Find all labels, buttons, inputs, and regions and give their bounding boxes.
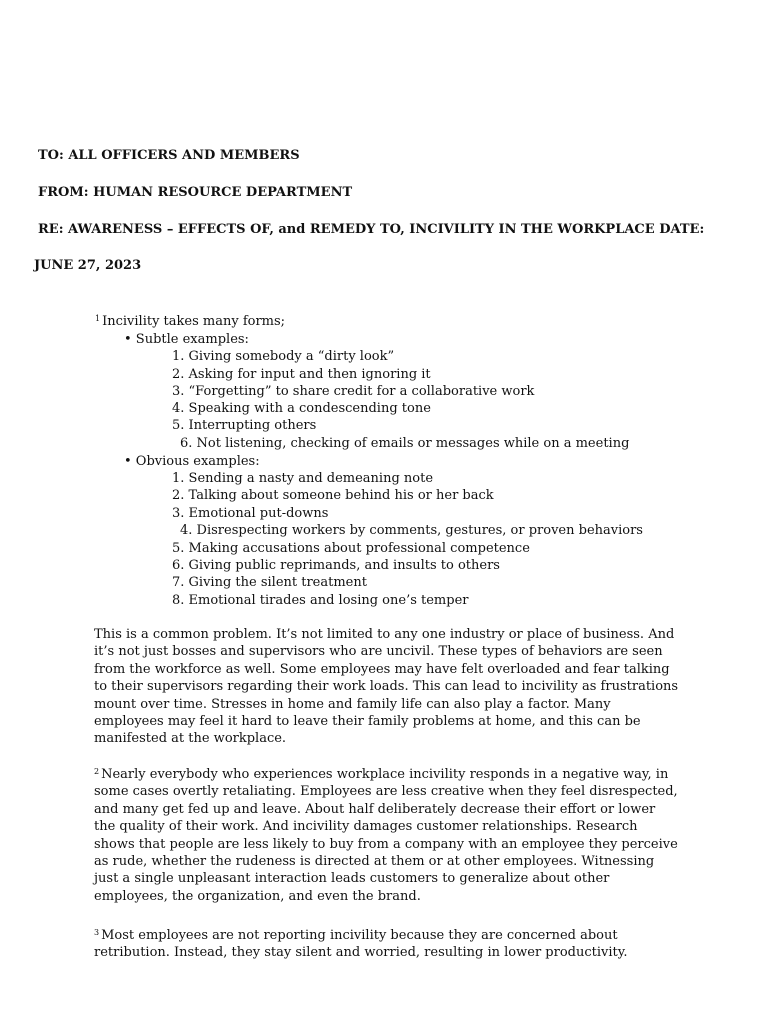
- paragraph-1: [94, 626, 680, 748]
- paragraph-1-text: This is a common problem. It’s not limited to any one industry or place of business. And it’s not just bosses and supervisors who are uncivil. These types of behaviors are seen from the workforce as well. Some employees may have felt overloaded and fear talking to their supervisors regarding their work loads. This can lead to incivility as frustrations mount over time. Stresses in home and family life can also play a factor. Many employees may feel it hard to leave their family problems at home, and this can be manifested at the workplace.: [94, 627, 679, 747]
- paragraph-3-text: Most employees are not reporting incivility because they are concerned about retribution. Instead, they stay silent and worried, resulting in lower productivity.: [94, 928, 628, 961]
- obvious-item-5: 5. Making accusations about professional competence: [172, 541, 530, 556]
- memo-to: TO: ALL OFFICERS AND MEMBERS: [38, 148, 300, 163]
- subtle-item-5: 5. Interrupting others: [172, 418, 317, 433]
- obvious-item-8: 8. Emotional tirades and losing one’s temper: [172, 593, 469, 608]
- subtle-item-1: 1. Giving somebody a “dirty look”: [172, 349, 395, 364]
- paragraph-2: [94, 766, 680, 905]
- subtle-item-3: 3. “Forgetting” to share credit for a collaborative work: [172, 384, 535, 399]
- obvious-item-7: 7. Giving the silent treatment: [172, 575, 367, 590]
- footnote-mark-1: 1: [95, 314, 101, 323]
- memo-from: FROM: HUMAN RESOURCE DEPARTMENT: [38, 185, 353, 200]
- obvious-item-2: 2. Talking about someone behind his or her back: [172, 488, 494, 503]
- paragraph-3: [94, 927, 680, 962]
- intro-line: [95, 313, 285, 330]
- memo-date: JUNE 27, 2023: [34, 258, 142, 273]
- subtle-item-4: 4. Speaking with a condescending tone: [172, 401, 431, 416]
- obvious-item-1: 1. Sending a nasty and demeaning note: [172, 471, 434, 486]
- obvious-item-3: 3. Emotional put-downs: [172, 506, 329, 521]
- footnote-mark-2: 2: [94, 767, 100, 776]
- obvious-heading: • Obvious examples:: [124, 454, 260, 469]
- intro-text: Incivility takes many forms;: [102, 314, 286, 329]
- subtle-item-2: 2. Asking for input and then ignoring it: [172, 367, 431, 382]
- obvious-item-4: 4. Disrespecting workers by comments, gestures, or proven behaviors: [180, 523, 643, 538]
- memo-subject: RE: AWARENESS – EFFECTS OF, and REMEDY TO, INCIVILITY IN THE WORKPLACE DATE:: [38, 222, 705, 237]
- footnote-mark-3: 3: [94, 928, 100, 937]
- obvious-item-6: 6. Giving public reprimands, and insults to others: [172, 558, 500, 573]
- subtle-heading: • Subtle examples:: [124, 332, 249, 347]
- paragraph-2-text: Nearly everybody who experiences workplace incivility responds in a negative way, in some cases overtly retaliating. Employees are less creative when they feel disrespected, and many get fed up and leave. About half deliberately decrease their effort or lower the quality of their work. And incivility damages customer relationships. Research shows that people are less likely to buy from a company with an employee they perceive as rude, whether the rudeness is directed at them or at other employees. Witnessing just a single unpleasant interaction leads customers to generalize about other employees, the organization, and even the brand.: [94, 767, 678, 904]
- subtle-item-6: 6. Not listening, checking of emails or messages while on a meeting: [180, 436, 630, 451]
